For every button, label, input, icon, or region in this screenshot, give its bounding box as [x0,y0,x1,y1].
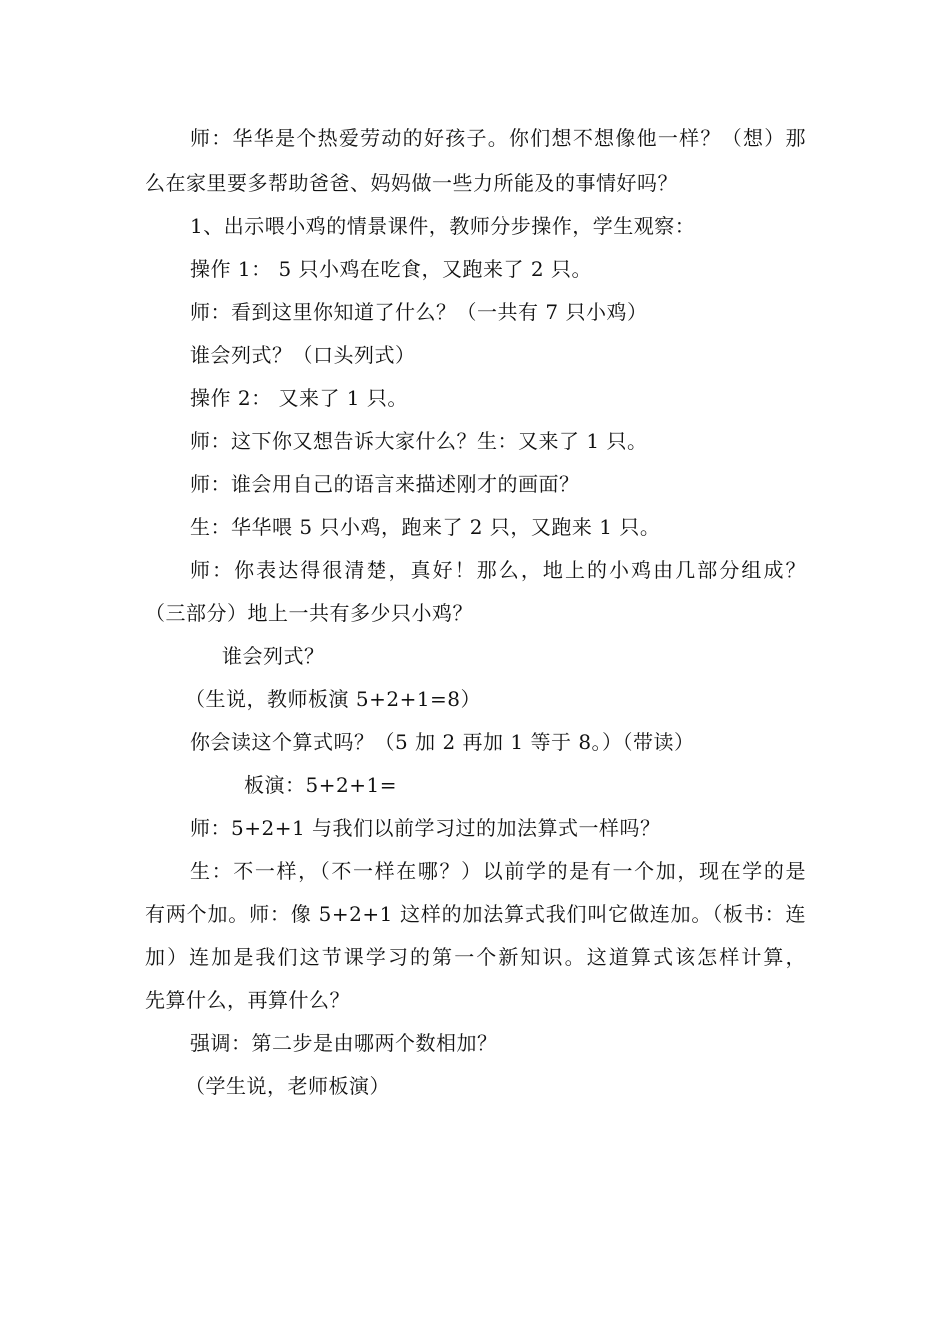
paragraph-line: 谁会列式？ [222,644,325,668]
paragraph-line: 你会读这个算式吗？（5 加 2 再加 1 等于 8。）（带读） [190,730,695,754]
paragraph-line: （三部分）地上一共有多少只小鸡？ [145,601,473,625]
paragraph-line: 生：华华喂 5 只小鸡，跑来了 2 只，又跑来 1 只。 [190,515,661,539]
paragraph-line: 师：看到这里你知道了什么？（一共有 7 只小鸡） [190,300,648,324]
paragraph-line: 加）连加是我们这节课学习的第一个新知识。这道算式该怎样计算， [145,945,806,969]
paragraph-line: 有两个加。师：像 5+2+1 这样的加法算式我们叫它做连加。（板书：连 [145,902,806,926]
paragraph-line: （学生说，老师板演） [185,1074,390,1098]
paragraph-line: 生：不一样，（不一样在哪？）以前学的是有一个加，现在学的是 [190,859,806,883]
paragraph-line: 谁会列式？（口头列式） [190,343,416,367]
paragraph-line: （生说，教师板演 5+2+1=8） [185,687,482,711]
paragraph-line: 师：这下你又想告诉大家什么？生：又来了 1 只。 [190,429,648,453]
paragraph-line: 么在家里要多帮助爸爸、妈妈做一些力所能及的事情好吗？ [145,171,678,195]
paragraph-line: 板演：5+2+1= [244,773,397,797]
paragraph-line: 师：你表达得很清楚，真好！那么，地上的小鸡由几部分组成？ [190,558,806,582]
paragraph-line: 强调：第二步是由哪两个数相加？ [190,1031,498,1055]
paragraph-line: 师：5+2+1 与我们以前学习过的加法算式一样吗？ [190,816,661,840]
paragraph-line: 师：谁会用自己的语言来描述刚才的画面？ [190,472,580,496]
paragraph-line: 操作 2： 又来了 1 只。 [190,386,408,410]
paragraph-line: 1、出示喂小鸡的情景课件，教师分步操作，学生观察： [190,214,696,238]
paragraph-line: 操作 1： 5 只小鸡在吃食，又跑来了 2 只。 [190,257,592,281]
paragraph-line: 先算什么，再算什么？ [145,988,350,1012]
paragraph-line: 师：华华是个热爱劳动的好孩子。你们想不想像他一样？（想）那 [190,126,806,150]
